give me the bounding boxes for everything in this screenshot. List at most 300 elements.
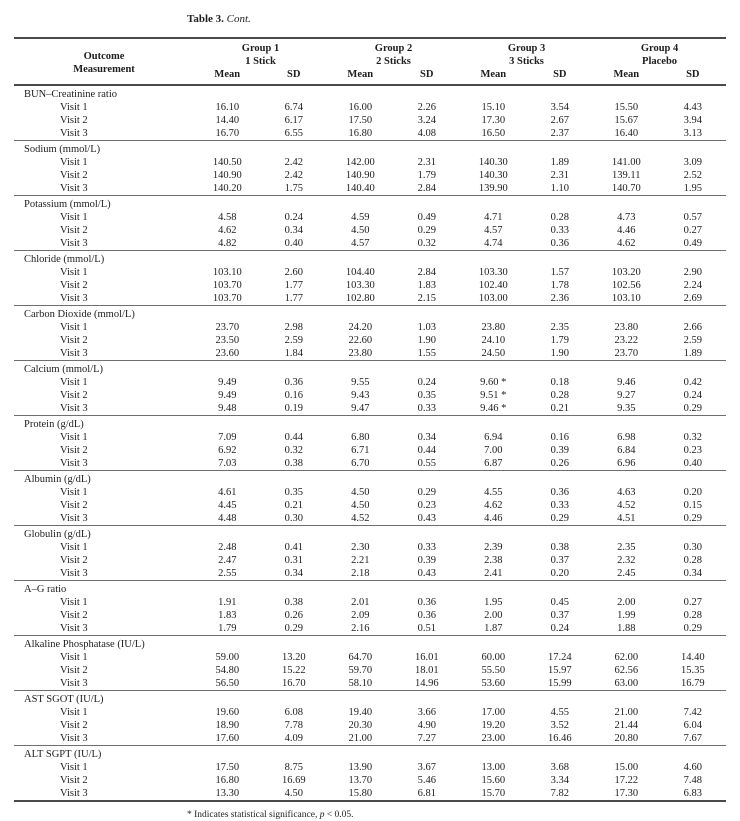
- value-cell: 0.27: [683, 597, 702, 608]
- group1-sub: 1 Stick: [245, 55, 276, 67]
- value-cell: 0.23: [683, 445, 702, 456]
- section-label: Sodium (mmol/L): [24, 144, 101, 155]
- value-cell: 16.10: [215, 102, 240, 113]
- value-cell: 4.51: [617, 513, 636, 524]
- value-cell: 24.10: [481, 335, 506, 346]
- value-cell: 141.00: [611, 157, 641, 168]
- value-cell: 2.26: [417, 102, 436, 113]
- value-cell: 3.54: [550, 102, 569, 113]
- visit-row: [14, 719, 726, 732]
- value-cell: 4.63: [617, 487, 636, 498]
- section-label-row: [14, 526, 726, 542]
- visit-label: Visit 2: [60, 555, 88, 566]
- visit-row: [14, 292, 726, 306]
- visit-row: [14, 567, 726, 581]
- value-cell: 18.90: [215, 720, 240, 731]
- value-cell: 1.57: [550, 267, 569, 278]
- value-cell: 1.89: [550, 157, 569, 168]
- group2-name: Group 2: [374, 43, 413, 54]
- value-cell: 2.60: [284, 267, 303, 278]
- visit-row: [14, 114, 726, 127]
- visit-label: Visit 3: [60, 293, 88, 304]
- value-cell: 4.08: [417, 128, 436, 139]
- value-cell: 0.34: [417, 432, 436, 443]
- value-cell: 9.60 *: [480, 377, 507, 388]
- value-cell: 4.46: [617, 225, 636, 236]
- value-cell: 104.40: [345, 267, 375, 278]
- visit-row: [14, 499, 726, 512]
- value-cell: 1.55: [417, 348, 436, 359]
- value-cell: 1.87: [484, 623, 503, 634]
- value-cell: 0.30: [284, 513, 303, 524]
- value-cell: 140.50: [212, 157, 242, 168]
- value-cell: 59.00: [215, 652, 240, 663]
- value-cell: 7.09: [218, 432, 237, 443]
- value-cell: 17.30: [481, 115, 506, 126]
- value-cell: 4.57: [351, 238, 370, 249]
- value-cell: 1.90: [550, 348, 569, 359]
- value-cell: 0.39: [417, 555, 436, 566]
- visit-row: [14, 664, 726, 677]
- value-cell: 0.28: [683, 555, 702, 566]
- value-cell: 4.62: [617, 238, 636, 249]
- value-cell: 9.46: [617, 377, 636, 388]
- group4-sub: Placebo: [642, 55, 678, 67]
- outcome-header-line1: Outcome: [83, 51, 125, 62]
- value-cell: 0.43: [417, 513, 436, 524]
- visit-label: Visit 1: [60, 212, 88, 223]
- value-cell: 55.50: [481, 665, 506, 676]
- value-cell: 2.00: [484, 610, 503, 621]
- section-label: Protein (g/dL): [24, 419, 84, 430]
- value-cell: 6.70: [351, 458, 370, 469]
- value-cell: 4.55: [484, 487, 503, 498]
- visit-row: [14, 512, 726, 526]
- value-cell: 2.16: [351, 623, 370, 634]
- value-cell: 13.00: [481, 762, 506, 773]
- table-caption: [0, 0, 740, 37]
- value-cell: 103.70: [212, 293, 242, 304]
- visit-label: Visit 1: [60, 707, 88, 718]
- section-label-row: [14, 416, 726, 432]
- visit-row: [14, 677, 726, 691]
- results-table: [14, 37, 726, 802]
- section-label: ALT SGPT (IU/L): [24, 749, 102, 760]
- value-cell: 6.71: [351, 445, 370, 456]
- value-cell: 0.33: [550, 225, 569, 236]
- value-cell: 23.70: [614, 348, 639, 359]
- value-cell: 1.83: [417, 280, 436, 291]
- value-cell: 2.18: [351, 568, 370, 579]
- value-cell: 16.70: [215, 128, 240, 139]
- group1-header: [194, 38, 327, 68]
- visit-row: [14, 651, 726, 664]
- value-cell: 0.26: [284, 610, 303, 621]
- value-cell: 16.46: [547, 733, 572, 744]
- value-cell: 103.20: [611, 267, 641, 278]
- visit-row: [14, 389, 726, 402]
- value-cell: 0.29: [550, 513, 569, 524]
- value-cell: 13.20: [281, 652, 306, 663]
- value-cell: 4.58: [218, 212, 237, 223]
- value-cell: 24.50: [481, 348, 506, 359]
- value-cell: 16.70: [281, 678, 306, 689]
- visit-row: [14, 444, 726, 457]
- value-cell: 2.84: [417, 183, 436, 194]
- group3-mean-header: Mean: [480, 69, 507, 80]
- value-cell: 13.70: [348, 775, 373, 786]
- value-cell: 103.30: [345, 280, 375, 291]
- value-cell: 0.30: [683, 542, 702, 553]
- group4-mean-header: Mean: [613, 69, 640, 80]
- value-cell: 23.00: [481, 733, 506, 744]
- value-cell: 6.08: [284, 707, 303, 718]
- value-cell: 7.00: [484, 445, 503, 456]
- value-cell: 4.50: [351, 500, 370, 511]
- value-cell: 0.38: [550, 542, 569, 553]
- value-cell: 15.97: [547, 665, 572, 676]
- value-cell: 103.00: [478, 293, 508, 304]
- group3-sd-header: SD: [553, 69, 567, 80]
- value-cell: 4.52: [351, 513, 370, 524]
- value-cell: 6.81: [417, 788, 436, 799]
- value-cell: 4.46: [484, 513, 503, 524]
- visit-label: Visit 3: [60, 128, 88, 139]
- value-cell: 3.09: [683, 157, 702, 168]
- visit-row: [14, 266, 726, 279]
- visit-label: Visit 1: [60, 322, 88, 333]
- visit-row: [14, 279, 726, 292]
- value-cell: 0.21: [550, 403, 569, 414]
- value-cell: 139.11: [612, 170, 641, 181]
- value-cell: 0.51: [417, 623, 436, 634]
- value-cell: 9.43: [351, 390, 370, 401]
- visit-label: Visit 1: [60, 157, 88, 168]
- group1-sd-header: SD: [287, 69, 301, 80]
- value-cell: 0.32: [417, 238, 436, 249]
- visit-label: Visit 2: [60, 170, 88, 181]
- value-cell: 0.24: [417, 377, 436, 388]
- visit-label: Visit 2: [60, 445, 88, 456]
- footnote-p: p: [319, 810, 325, 820]
- visit-row: [14, 334, 726, 347]
- value-cell: 2.47: [218, 555, 237, 566]
- value-cell: 2.39: [484, 542, 503, 553]
- visit-row: [14, 237, 726, 251]
- value-cell: 4.45: [218, 500, 237, 511]
- visit-label: Visit 1: [60, 267, 88, 278]
- group3-sub: 3 Sticks: [509, 55, 544, 67]
- value-cell: 16.79: [680, 678, 705, 689]
- visit-label: Visit 1: [60, 652, 88, 663]
- visit-row: [14, 402, 726, 416]
- value-cell: 3.68: [550, 762, 569, 773]
- value-cell: 15.22: [281, 665, 306, 676]
- value-cell: 15.10: [481, 102, 506, 113]
- value-cell: 2.55: [218, 568, 237, 579]
- value-cell: 17.50: [215, 762, 240, 773]
- value-cell: 17.50: [348, 115, 373, 126]
- section-label: Chloride (mmol/L): [24, 254, 105, 265]
- value-cell: 0.16: [284, 390, 303, 401]
- table-header: [14, 38, 726, 85]
- value-cell: 9.49: [218, 377, 237, 388]
- value-cell: 0.34: [284, 225, 303, 236]
- section-label-row: [14, 85, 726, 101]
- value-cell: 1.99: [617, 610, 636, 621]
- value-cell: 0.42: [683, 377, 702, 388]
- value-cell: 0.16: [550, 432, 569, 443]
- value-cell: 140.90: [345, 170, 375, 181]
- value-cell: 2.67: [550, 115, 569, 126]
- value-cell: 0.15: [683, 500, 702, 511]
- value-cell: 2.24: [683, 280, 702, 291]
- value-cell: 4.48: [218, 513, 237, 524]
- value-cell: 7.48: [683, 775, 702, 786]
- value-cell: 16.80: [348, 128, 373, 139]
- value-cell: 23.50: [215, 335, 240, 346]
- section-label-row: [14, 636, 726, 652]
- section-label: Globulin (g/dL): [24, 529, 91, 540]
- group1-name: Group 1: [241, 43, 280, 54]
- value-cell: 59.70: [348, 665, 373, 676]
- visit-label: Visit 3: [60, 678, 88, 689]
- section-label: Carbon Dioxide (mmol/L): [24, 309, 135, 320]
- visit-label: Visit 2: [60, 610, 88, 621]
- visit-label: Visit 3: [60, 348, 88, 359]
- value-cell: 6.87: [484, 458, 503, 469]
- value-cell: 17.60: [215, 733, 240, 744]
- value-cell: 142.00: [345, 157, 375, 168]
- value-cell: 2.38: [484, 555, 503, 566]
- visit-label: Visit 1: [60, 487, 88, 498]
- section-label-row: [14, 471, 726, 487]
- visit-row: [14, 376, 726, 389]
- value-cell: 0.29: [683, 513, 702, 524]
- value-cell: 0.35: [417, 390, 436, 401]
- visit-row: [14, 156, 726, 169]
- value-cell: 16.69: [281, 775, 306, 786]
- value-cell: 5.46: [417, 775, 436, 786]
- value-cell: 0.35: [284, 487, 303, 498]
- visit-row: [14, 609, 726, 622]
- value-cell: 140.90: [212, 170, 242, 181]
- value-cell: 2.09: [351, 610, 370, 621]
- visit-row: [14, 622, 726, 636]
- value-cell: 9.55: [351, 377, 370, 388]
- value-cell: 0.40: [284, 238, 303, 249]
- group-header-row: [14, 38, 726, 68]
- value-cell: 0.37: [550, 555, 569, 566]
- value-cell: 62.00: [614, 652, 639, 663]
- value-cell: 103.70: [212, 280, 242, 291]
- value-cell: 0.37: [550, 610, 569, 621]
- value-cell: 1.79: [218, 623, 237, 634]
- value-cell: 23.80: [481, 322, 506, 333]
- value-cell: 9.48: [218, 403, 237, 414]
- value-cell: 15.60: [481, 775, 506, 786]
- value-cell: 2.21: [351, 555, 370, 566]
- value-cell: 56.50: [215, 678, 240, 689]
- value-cell: 4.60: [683, 762, 702, 773]
- value-cell: 0.43: [417, 568, 436, 579]
- section-label: BUN–Creatinine ratio: [24, 89, 118, 100]
- value-cell: 0.28: [550, 212, 569, 223]
- visit-label: Visit 1: [60, 102, 88, 113]
- value-cell: 16.00: [348, 102, 373, 113]
- value-cell: 2.59: [284, 335, 303, 346]
- value-cell: 0.29: [284, 623, 303, 634]
- value-cell: 6.74: [284, 102, 303, 113]
- value-cell: 24.20: [348, 322, 373, 333]
- value-cell: 58.10: [348, 678, 373, 689]
- value-cell: 0.27: [683, 225, 702, 236]
- visit-label: Visit 2: [60, 775, 88, 786]
- value-cell: 1.77: [284, 293, 303, 304]
- value-cell: 2.59: [683, 335, 702, 346]
- value-cell: 0.28: [550, 390, 569, 401]
- visit-label: Visit 3: [60, 183, 88, 194]
- visit-label: Visit 2: [60, 280, 88, 291]
- value-cell: 6.96: [617, 458, 636, 469]
- value-cell: 0.38: [284, 458, 303, 469]
- value-cell: 9.51 *: [480, 390, 507, 401]
- value-cell: 17.24: [547, 652, 572, 663]
- value-cell: 2.48: [218, 542, 237, 553]
- value-cell: 6.84: [617, 445, 636, 456]
- value-cell: 2.15: [417, 293, 436, 304]
- section-label-row: [14, 746, 726, 762]
- visit-label: Visit 2: [60, 390, 88, 401]
- value-cell: 13.90: [348, 762, 373, 773]
- value-cell: 2.31: [550, 170, 569, 181]
- value-cell: 1.79: [550, 335, 569, 346]
- value-cell: 0.36: [550, 487, 569, 498]
- value-cell: 16.50: [481, 128, 506, 139]
- value-cell: 0.44: [284, 432, 303, 443]
- value-cell: 4.57: [484, 225, 503, 236]
- value-cell: 1.91: [218, 597, 237, 608]
- footnote-prefix: * Indicates statistical significance,: [187, 810, 320, 820]
- value-cell: 0.28: [683, 610, 702, 621]
- value-cell: 140.40: [345, 183, 375, 194]
- group3-header: [460, 38, 593, 68]
- value-cell: 4.09: [284, 733, 303, 744]
- value-cell: 0.38: [284, 597, 303, 608]
- table-body: [14, 85, 726, 801]
- value-cell: 2.90: [683, 267, 702, 278]
- value-cell: 64.70: [348, 652, 373, 663]
- value-cell: 0.36: [284, 377, 303, 388]
- group3-name: Group 3: [507, 43, 546, 54]
- group2-sd-header: SD: [420, 69, 434, 80]
- value-cell: 0.33: [550, 500, 569, 511]
- value-cell: 1.03: [417, 322, 436, 333]
- value-cell: 4.55: [550, 707, 569, 718]
- value-cell: 15.50: [614, 102, 639, 113]
- visit-row: [14, 486, 726, 499]
- group4-name: Group 4: [640, 43, 679, 54]
- value-cell: 3.24: [417, 115, 436, 126]
- value-cell: 1.89: [683, 348, 702, 359]
- visit-row: [14, 127, 726, 141]
- value-cell: 102.80: [345, 293, 375, 304]
- value-cell: 18.01: [414, 665, 439, 676]
- group2-mean-header: Mean: [347, 69, 374, 80]
- value-cell: 2.69: [683, 293, 702, 304]
- value-cell: 0.24: [683, 390, 702, 401]
- value-cell: 2.35: [550, 322, 569, 333]
- visit-row: [14, 787, 726, 801]
- visit-label: Visit 3: [60, 568, 88, 579]
- value-cell: 0.34: [683, 568, 702, 579]
- visit-label: Visit 1: [60, 377, 88, 388]
- value-cell: 3.34: [550, 775, 569, 786]
- value-cell: 0.29: [417, 487, 436, 498]
- value-cell: 0.45: [550, 597, 569, 608]
- value-cell: 23.80: [348, 348, 373, 359]
- value-cell: 0.55: [417, 458, 436, 469]
- visit-label: Visit 3: [60, 458, 88, 469]
- visit-label: Visit 1: [60, 597, 88, 608]
- value-cell: 22.60: [348, 335, 373, 346]
- value-cell: 0.24: [550, 623, 569, 634]
- value-cell: 2.45: [617, 568, 636, 579]
- value-cell: 62.56: [614, 665, 639, 676]
- value-cell: 0.41: [284, 542, 303, 553]
- visit-row: [14, 541, 726, 554]
- value-cell: 3.13: [683, 128, 702, 139]
- value-cell: 4.43: [683, 102, 702, 113]
- value-cell: 2.32: [617, 555, 636, 566]
- value-cell: 103.10: [212, 267, 242, 278]
- value-cell: 0.29: [683, 403, 702, 414]
- value-cell: 2.84: [417, 267, 436, 278]
- value-cell: 15.00: [614, 762, 639, 773]
- visit-label: Visit 3: [60, 623, 88, 634]
- value-cell: 14.96: [414, 678, 439, 689]
- value-cell: 1.95: [683, 183, 702, 194]
- visit-label: Visit 2: [60, 335, 88, 346]
- value-cell: 9.35: [617, 403, 636, 414]
- value-cell: 1.88: [617, 623, 636, 634]
- value-cell: 1.95: [484, 597, 503, 608]
- value-cell: 20.80: [614, 733, 639, 744]
- value-cell: 7.78: [284, 720, 303, 731]
- visit-row: [14, 554, 726, 567]
- value-cell: 21.00: [614, 707, 639, 718]
- value-cell: 15.67: [614, 115, 639, 126]
- value-cell: 1.78: [550, 280, 569, 291]
- visit-label: Visit 3: [60, 788, 88, 799]
- section-label: Alkaline Phosphatase (IU/L): [24, 639, 145, 650]
- value-cell: 4.74: [484, 238, 503, 249]
- value-cell: 4.61: [218, 487, 237, 498]
- value-cell: 0.34: [284, 568, 303, 579]
- value-cell: 4.50: [351, 487, 370, 498]
- value-cell: 9.49: [218, 390, 237, 401]
- value-cell: 3.66: [417, 707, 436, 718]
- value-cell: 2.66: [683, 322, 702, 333]
- value-cell: 4.73: [617, 212, 636, 223]
- visit-row: [14, 774, 726, 787]
- group1-mean-header: Mean: [214, 69, 241, 80]
- value-cell: 14.40: [215, 115, 240, 126]
- value-cell: 0.36: [417, 610, 436, 621]
- section-label: Albumin (g/dL): [24, 474, 91, 485]
- value-cell: 0.32: [683, 432, 702, 443]
- group4-header: [593, 38, 726, 68]
